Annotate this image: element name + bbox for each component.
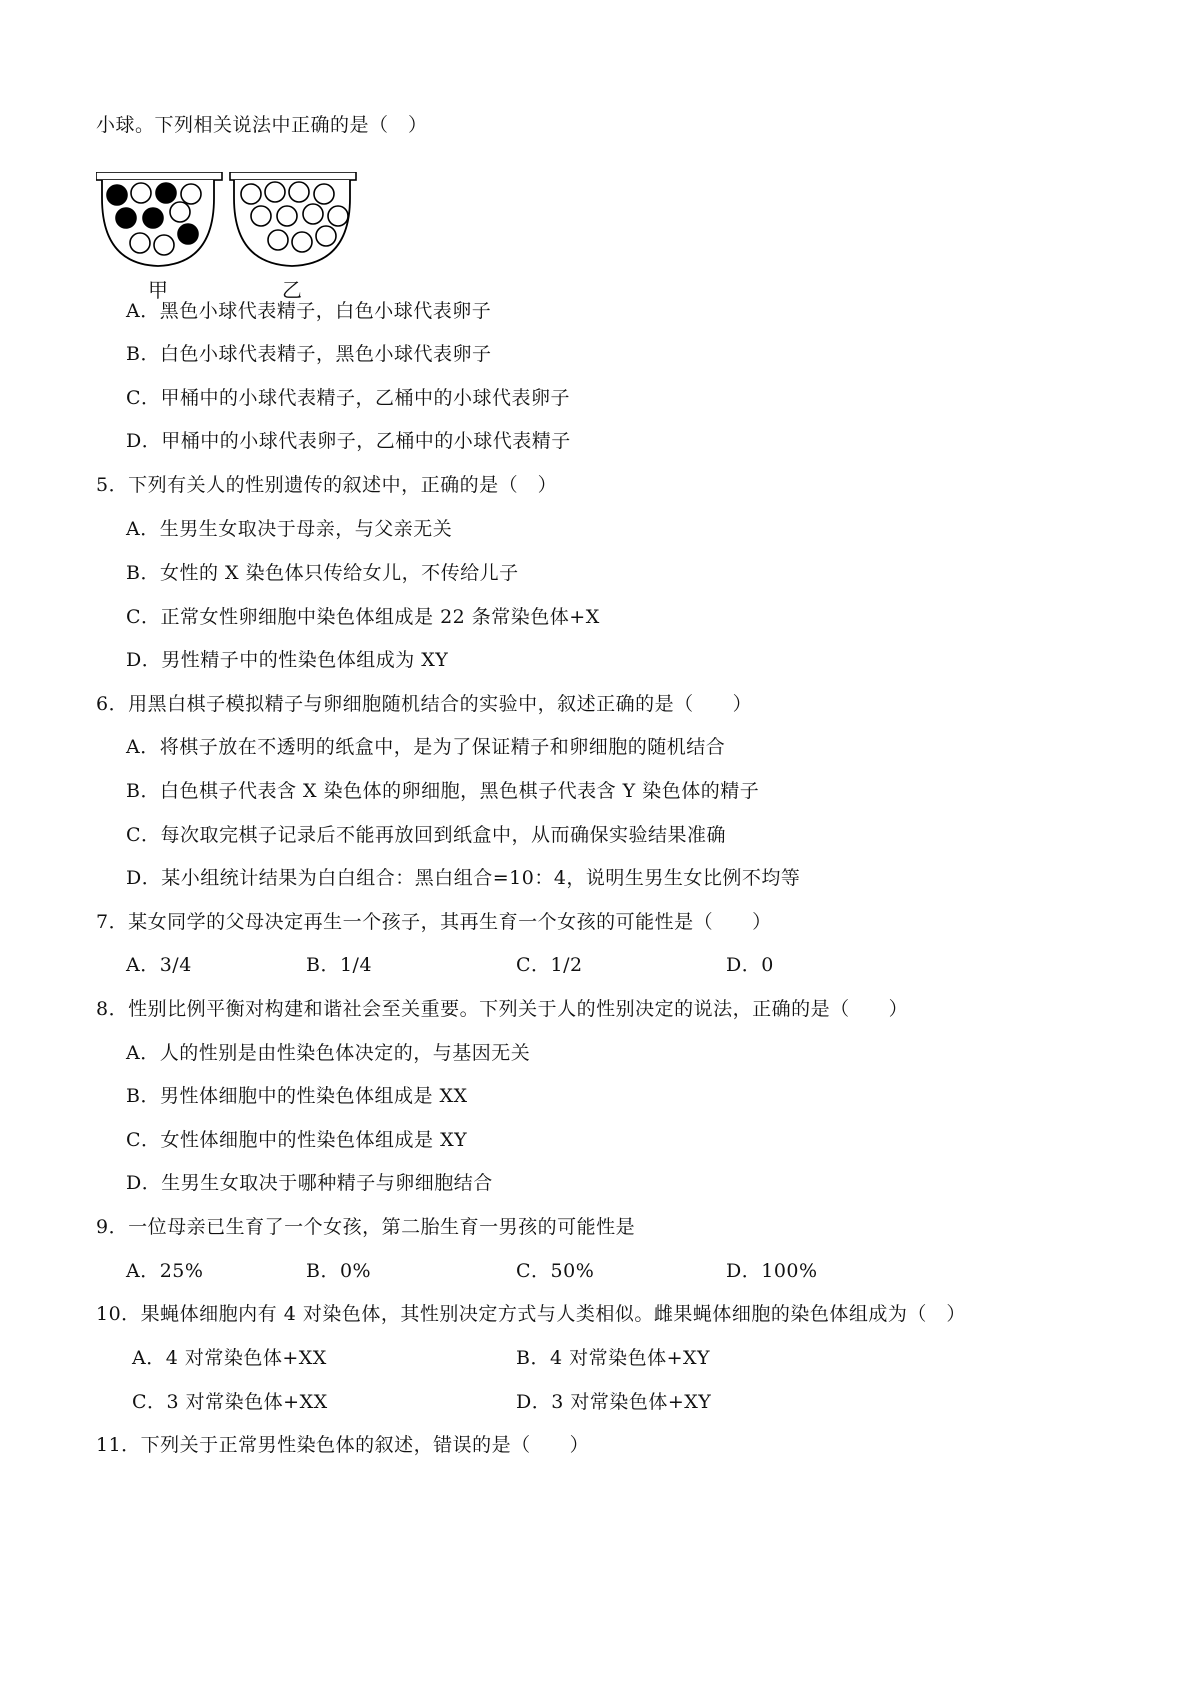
q8-option-d: D．生男生女取决于哪种精子与卵细胞结合 [126, 1172, 493, 1194]
q9-option-a: A．25% [126, 1260, 204, 1282]
q7-option-b: B．1/4 [306, 954, 373, 976]
ball-white [181, 184, 201, 204]
bucket-yi-rim [230, 172, 356, 180]
q6-option-c: C．每次取完棋子记录后不能再放回到纸盒中，从而确保实验结果准确 [126, 824, 727, 846]
question-4-stem-tail: 小球。下列相关说法中正确的是（ ） [96, 114, 428, 136]
q6-option-a: A．将棋子放在不透明的纸盒中，是为了保证精子和卵细胞的随机结合 [126, 736, 726, 758]
bucket-jia-rim [96, 172, 222, 180]
ball-white [303, 204, 323, 224]
ball-white [277, 206, 297, 226]
q6-stem: 6．用黑白棋子模拟精子与卵细胞随机结合的实验中，叙述正确的是（ ） [96, 693, 753, 715]
ball-white [316, 226, 336, 246]
ball-white [314, 184, 334, 204]
ball-black [143, 208, 163, 228]
ball-white [170, 202, 190, 222]
q8-option-a: A．人的性别是由性染色体决定的，与基因无关 [126, 1042, 531, 1064]
q9-option-d: D．100% [726, 1260, 818, 1282]
buckets-illustration [96, 172, 396, 312]
q5-option-b: B．女性的 X 染色体只传给女儿，不传给儿子 [126, 562, 519, 584]
ball-black [107, 185, 127, 205]
ball-white [251, 206, 271, 226]
q9-option-b: B．0% [306, 1260, 372, 1282]
q6-option-b: B．白色棋子代表含 X 染色体的卵细胞，黑色棋子代表含 Y 染色体的精子 [126, 780, 760, 802]
ball-white [328, 206, 348, 226]
q4-option-c: C．甲桶中的小球代表精子，乙桶中的小球代表卵子 [126, 387, 571, 409]
bucket-label-jia: 甲 [148, 278, 168, 302]
bucket-figure [96, 172, 396, 312]
q5-option-d: D．男性精子中的性染色体组成为 XY [126, 649, 449, 671]
q5-stem: 5．下列有关人的性别遗传的叙述中，正确的是（ ） [96, 474, 558, 496]
bucket-yi [230, 172, 356, 266]
ball-white [154, 235, 174, 255]
bucket-jia [96, 172, 222, 266]
q8-stem: 8．性别比例平衡对构建和谐社会至关重要。下列关于人的性别决定的说法，正确的是（ ） [96, 998, 909, 1020]
ball-black [178, 224, 198, 244]
q5-option-c: C．正常女性卵细胞中染色体组成是 22 条常染色体+X [126, 606, 600, 628]
q10-option-d: D．3 对常染色体+XY [516, 1391, 712, 1413]
q11-stem: 11．下列关于正常男性染色体的叙述，错误的是（ ） [96, 1434, 590, 1456]
ball-white [131, 183, 151, 203]
ball-white [268, 230, 288, 250]
q7-option-a: A．3/4 [126, 954, 192, 976]
q4-option-a: A．黑色小球代表精子，白色小球代表卵子 [126, 300, 492, 322]
q7-option-d: D．0 [726, 954, 774, 976]
ball-white [130, 233, 150, 253]
q5-option-a: A．生男生女取决于母亲，与父亲无关 [126, 518, 453, 540]
q4-option-d: D．甲桶中的小球代表卵子，乙桶中的小球代表精子 [126, 430, 571, 452]
q8-option-c: C．女性体细胞中的性染色体组成是 XY [126, 1129, 468, 1151]
q4-option-b: B．白色小球代表精子，黑色小球代表卵子 [126, 343, 492, 365]
bucket-label-yi: 乙 [282, 278, 302, 302]
q10-stem: 10．果蝇体细胞内有 4 对染色体，其性别决定方式与人类相似。雌果蝇体细胞的染色体组成为（ ） [96, 1303, 966, 1325]
q10-option-c: C．3 对常染色体+XX [132, 1391, 328, 1413]
ball-black [156, 183, 176, 203]
q6-option-d: D．某小组统计结果为白白组合：黑白组合=10：4，说明生男生女比例不均等 [126, 867, 801, 889]
ball-white [292, 232, 312, 252]
ball-white [241, 184, 261, 204]
q7-option-c: C．1/2 [516, 954, 583, 976]
q10-option-b: B．4 对常染色体+XY [516, 1347, 711, 1369]
q8-option-b: B．男性体细胞中的性染色体组成是 XX [126, 1085, 468, 1107]
q7-stem: 7．某女同学的父母决定再生一个孩子，其再生育一个女孩的可能性是（ ） [96, 911, 772, 933]
ball-white [265, 182, 285, 202]
ball-white [289, 182, 309, 202]
q9-stem: 9．一位母亲已生育了一个女孩，第二胎生育一男孩的可能性是 [96, 1216, 636, 1238]
q9-option-c: C．50% [516, 1260, 595, 1282]
ball-black [116, 208, 136, 228]
q10-option-a: A．4 对常染色体+XX [132, 1347, 327, 1369]
